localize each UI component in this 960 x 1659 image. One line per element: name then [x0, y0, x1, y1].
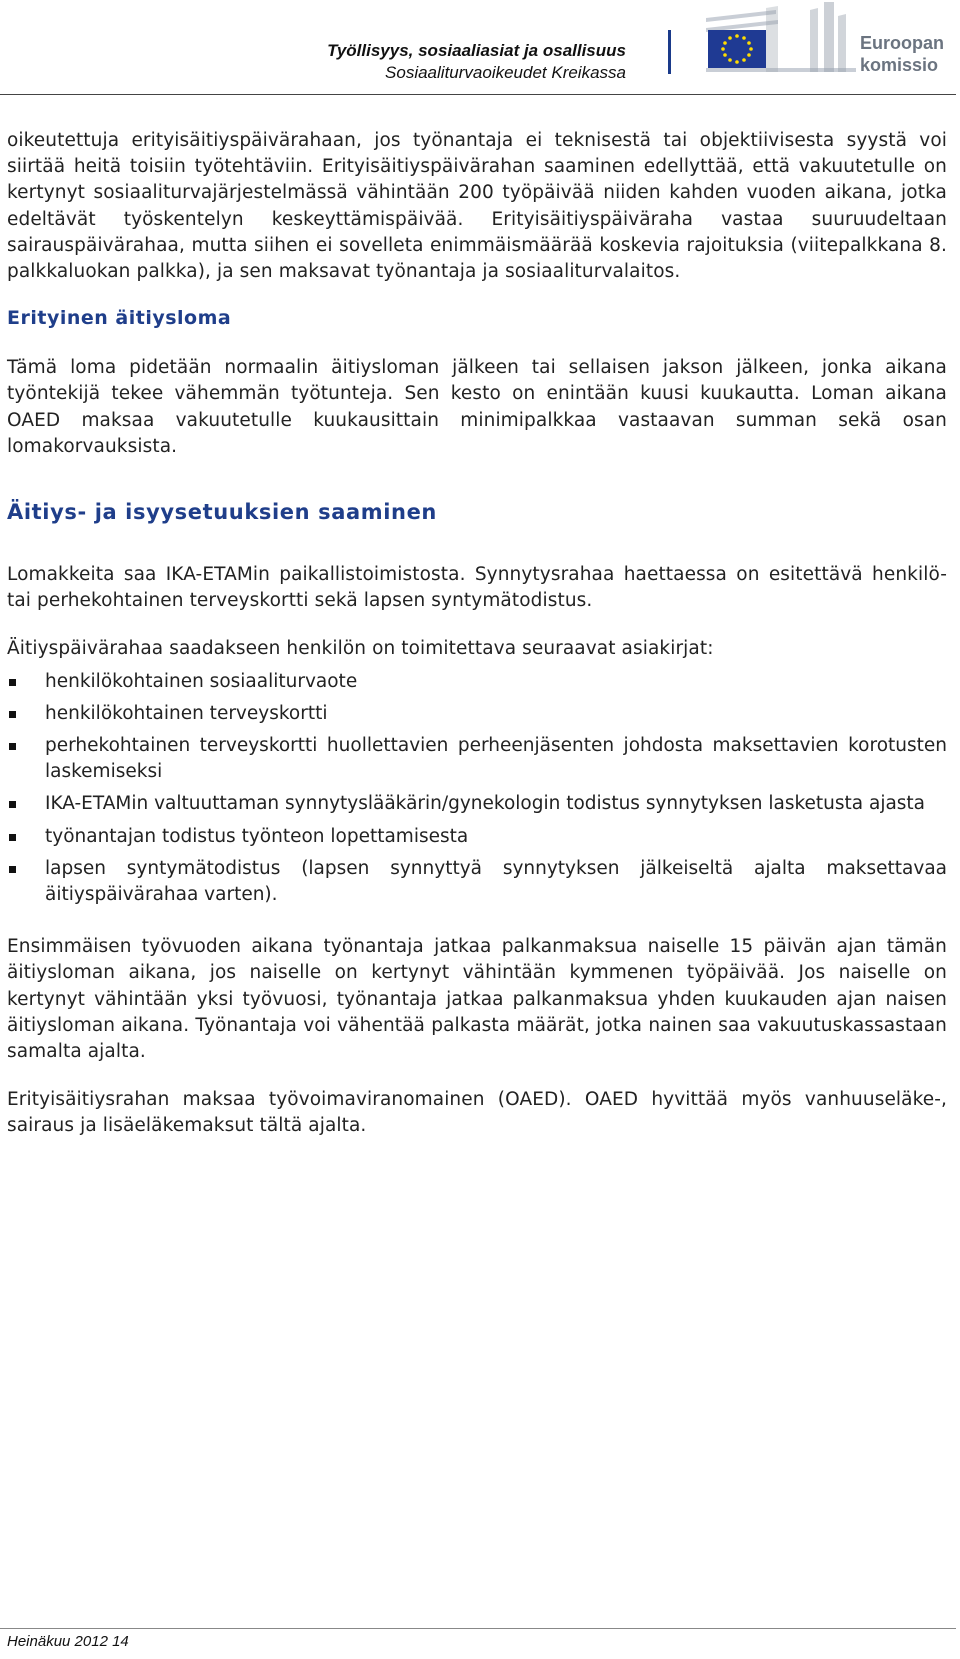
oaed-paragraph: Erityisäitiysrahan maksaa työvoimaviranomainen (OAED). OAED hyvittää myös vanhuuseläke-, sairaus ja lisäeläkemaksut tältä ajalta. [7, 1089, 947, 1137]
header-title: Työllisyys, sosiaaliasiat ja osallisuus [327, 41, 626, 60]
documents-intro: Äitiyspäivärahaa saadakseen henkilön on toimitettava seuraavat asiakirjat: [7, 638, 714, 660]
section-heading-obtaining-benefits: Äitiys- ja isyysetuuksien saaminen [7, 500, 437, 525]
header-text-block [327, 40, 626, 84]
intro-paragraph: oikeutettuja erityisäitiyspäivärahaan, jos työnantaja ei teknisestä tai objektiivisesta syystä voi siirtää heitä toisiin työtehtäviin. Erityisäitiyspäivärahan saaminen edellyttää, että vakuutetulle on kertynyt sosiaaliturvajärjestelmässä vähintään 200 työpäivää niiden kahden vuoden aikana, jotka edeltävät työskentelyn keskeyttämispäivää. Erityisäitiyspäiväraha vastaa suuruudeltaan sairauspäivärahaa, mutta siihen ei sovelleta enimmäismäärää koskevia rajoituksia (viitepalkkana 8. palkkaluokan palkka), ja sen maksavat työnantaja ja sosiaaliturvalaitos. [7, 130, 947, 283]
footer-divider [0, 1628, 956, 1629]
list-item-text: lapsen syntymätodistus (lapsen synnyttyä synnytyksen jälkeiseltä ajalta maksettavaa äitiyspäivärahaa varten). [45, 857, 947, 906]
list-item [7, 824, 947, 850]
logo-line-2: komissio [860, 55, 939, 75]
logo-text [860, 32, 944, 76]
list-item-text: henkilökohtainen terveyskortti [45, 702, 328, 724]
list-item-text: työnantajan todistus työnteon lopettamisesta [45, 825, 469, 847]
list-item [7, 733, 947, 785]
header-subtitle: Sosiaaliturvaoikeudet Kreikassa [385, 63, 626, 82]
header-divider [0, 94, 956, 95]
logo-line-1: Euroopan [860, 33, 944, 53]
bullet-icon [9, 711, 16, 718]
bullet-icon [9, 743, 16, 750]
special-leave-paragraph: Tämä loma pidetään normaalin äitiysloman jälkeen tai sellaisen jakson jälkeen, jonka aikana työntekijä tekee vähemmän työtunteja. Sen kesto on enintään kuusi kuukautta. Loman aikana OAED maksaa vakuutetulle kuukausittain minimipalkkaa vastaavan summan sekä osan lomakorvauksista. [7, 357, 947, 457]
page-header [0, 0, 960, 100]
page-footer: Heinäkuu 2012 14 [7, 1633, 129, 1650]
bullet-icon [9, 834, 16, 841]
section-heading-special-leave: Erityinen äitiysloma [7, 307, 232, 330]
list-item [7, 856, 947, 908]
list-item [7, 791, 947, 817]
list-item [7, 669, 947, 695]
bullet-icon [9, 679, 16, 686]
list-item [7, 701, 947, 727]
bullet-icon [9, 866, 16, 873]
list-item-text: perhekohtainen terveyskortti huollettavien perheenjäsenten johdosta maksettavien korotusten laskemiseksi [45, 735, 947, 783]
list-item-text: IKA-ETAMin valtuuttaman synnytyslääkärin/gynekologin todistus synnytyksen lasketusta ajasta [45, 793, 926, 815]
first-year-paragraph: Ensimmäisen työvuoden aikana työnantaja jatkaa palkanmaksua naiselle 15 päivän ajan tämän äitiysloman aikana, jos naiselle on kertynyt vähintään kymmenen työpäivää. Jos naiselle on kertynyt vähintään yksi työvuosi, työnantaja jatkaa palkanmaksua yhden kuukauden ajan naisen äitiysloman aikana. Työnantaja voi vähentää palkasta määrät, jotka nainen saa vakuutuskassastaan samalta ajalta. [7, 936, 947, 1063]
header-separator [668, 30, 671, 74]
document-body [7, 128, 947, 1140]
forms-paragraph: Lomakkeita saa IKA-ETAMin paikallistoimistosta. Synnytysrahaa haettaessa on esitettävä henkilö- tai perhekohtainen terveyskortti sekä lapsen syntymätodistus. [7, 564, 947, 612]
documents-list [7, 669, 947, 909]
list-item-text: henkilökohtainen sosiaaliturvaote [45, 670, 358, 692]
eu-flag-icon [706, 2, 856, 86]
bullet-icon [9, 801, 16, 808]
